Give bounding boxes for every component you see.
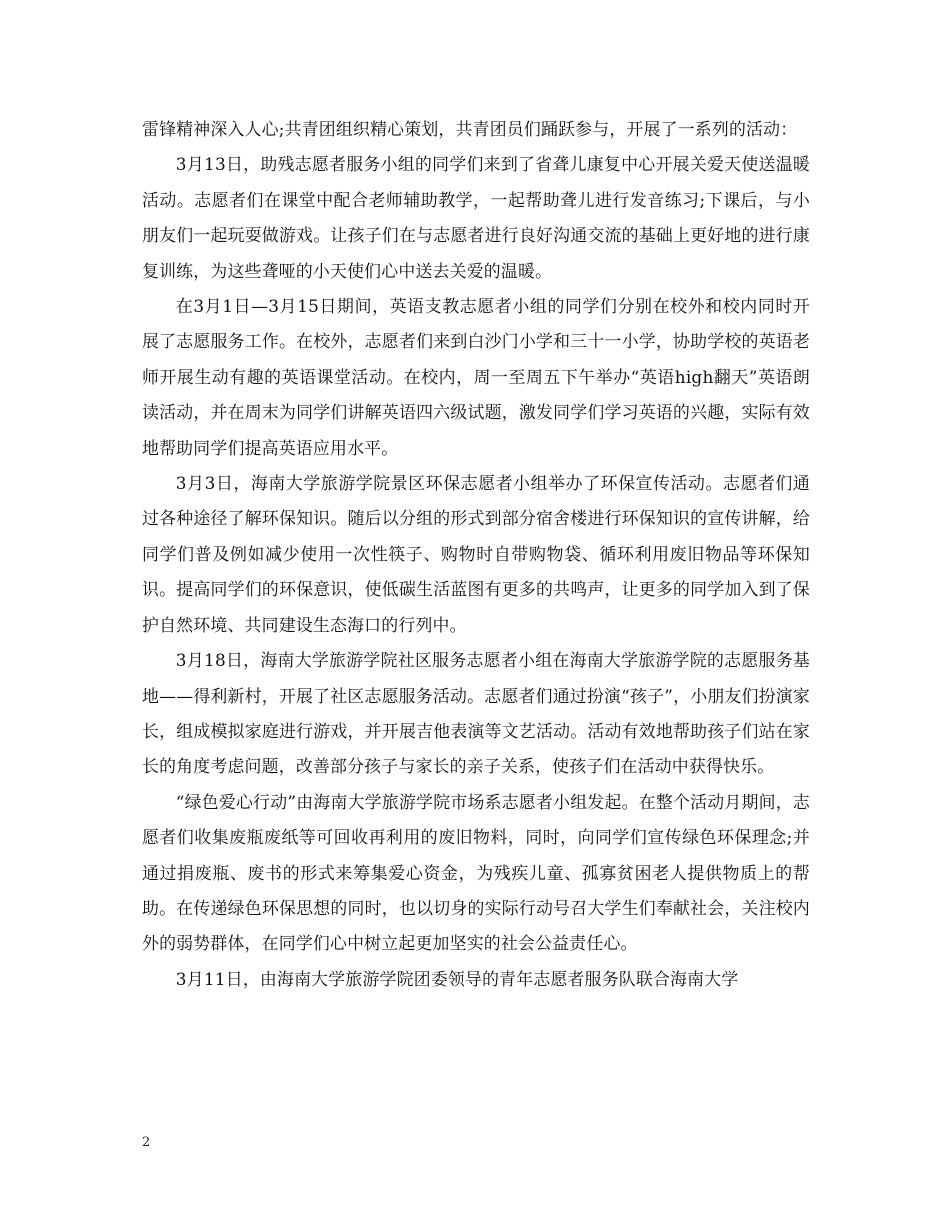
- paragraph-5: 3月18日，海南大学旅游学院社区服务志愿者小组在海南大学旅游学院的志愿服务基地——得利新村，开展了社区志愿服务活动。志愿者们通过扮演“孩子”，小朋友们扮演家长，组成模拟家庭进行游戏，并开展吉他表演等文艺活动。活动有效地帮助孩子们站在家长的角度考虑问题，改善部分孩子与家长的亲子关系，使孩子们在活动中获得快乐。: [142, 650, 810, 777]
- page-number: 2: [142, 1135, 151, 1150]
- body-text: [142, 112, 810, 997]
- paragraph-1: 雷锋精神深入人心;共青团组织精心策划，共青团员们踊跃参与，开展了一系列的活动：: [142, 119, 798, 139]
- paragraph-6: “绿色爱心行动”由海南大学旅游学院市场系志愿者小组发起。在整个活动月期间，志愿者们收集废瓶废纸等可回收再利用的废旧物料，同时，向同学们宣传绿色环保理念;并通过捐废瓶、废书的形式来筹集爱心资金，为残疾儿童、孤寡贫困老人提供物质上的帮助。在传递绿色环保思想的同时，也以切身的实际行动号召大学生们奉献社会，关注校内外的弱势群体，在同学们心中树立起更加坚实的社会公益责任心。: [142, 791, 810, 954]
- paragraph-2: 3月13日，助残志愿者服务小组的同学们来到了省聋儿康复中心开展关爱天使送温暖活动。志愿者们在课堂中配合老师辅助教学，一起帮助聋儿进行发音练习;下课后，与小朋友们一起玩耍做游戏。让孩子们在与志愿者进行良好沟通交流的基础上更好地的进行康复训练，为这些聋哑的小天使们心中送去关爱的温暖。: [142, 154, 810, 281]
- paragraph-7: 3月11日，由海南大学旅游学院团委领导的青年志愿者服务队联合海南大学: [175, 968, 739, 989]
- paragraph-4: 3月3日，海南大学旅游学院景区环保志愿者小组举办了环保宣传活动。志愿者们通过各种途径了解环保知识。随后以分组的形式到部分宿舍楼进行环保知识的宣传讲解，给同学们普及例如减少使用一次性筷子、购物时自带购物袋、循环利用废旧物品等环保知识。提高同学们的环保意识，使低碳生活蓝图有更多的共鸣声，让更多的同学加入到了保护自然环境、共同建设生态海口的行列中。: [142, 473, 810, 635]
- paragraph-3: 在3月1日—3月15日期间，英语支教志愿者小组的同学们分别在校外和校内同时开展了志愿服务工作。在校外，志愿者们来到白沙门小学和三十一小学，协助学校的英语老师开展生动有趣的英语课堂活动。在校内，周一至周五下午举办“英语high翻天”英语朗读活动，并在周末为同学们讲解英语四六级试题，激发同学们学习英语的兴趣，实际有效地帮助同学们提高英语应用水平。: [142, 296, 810, 458]
